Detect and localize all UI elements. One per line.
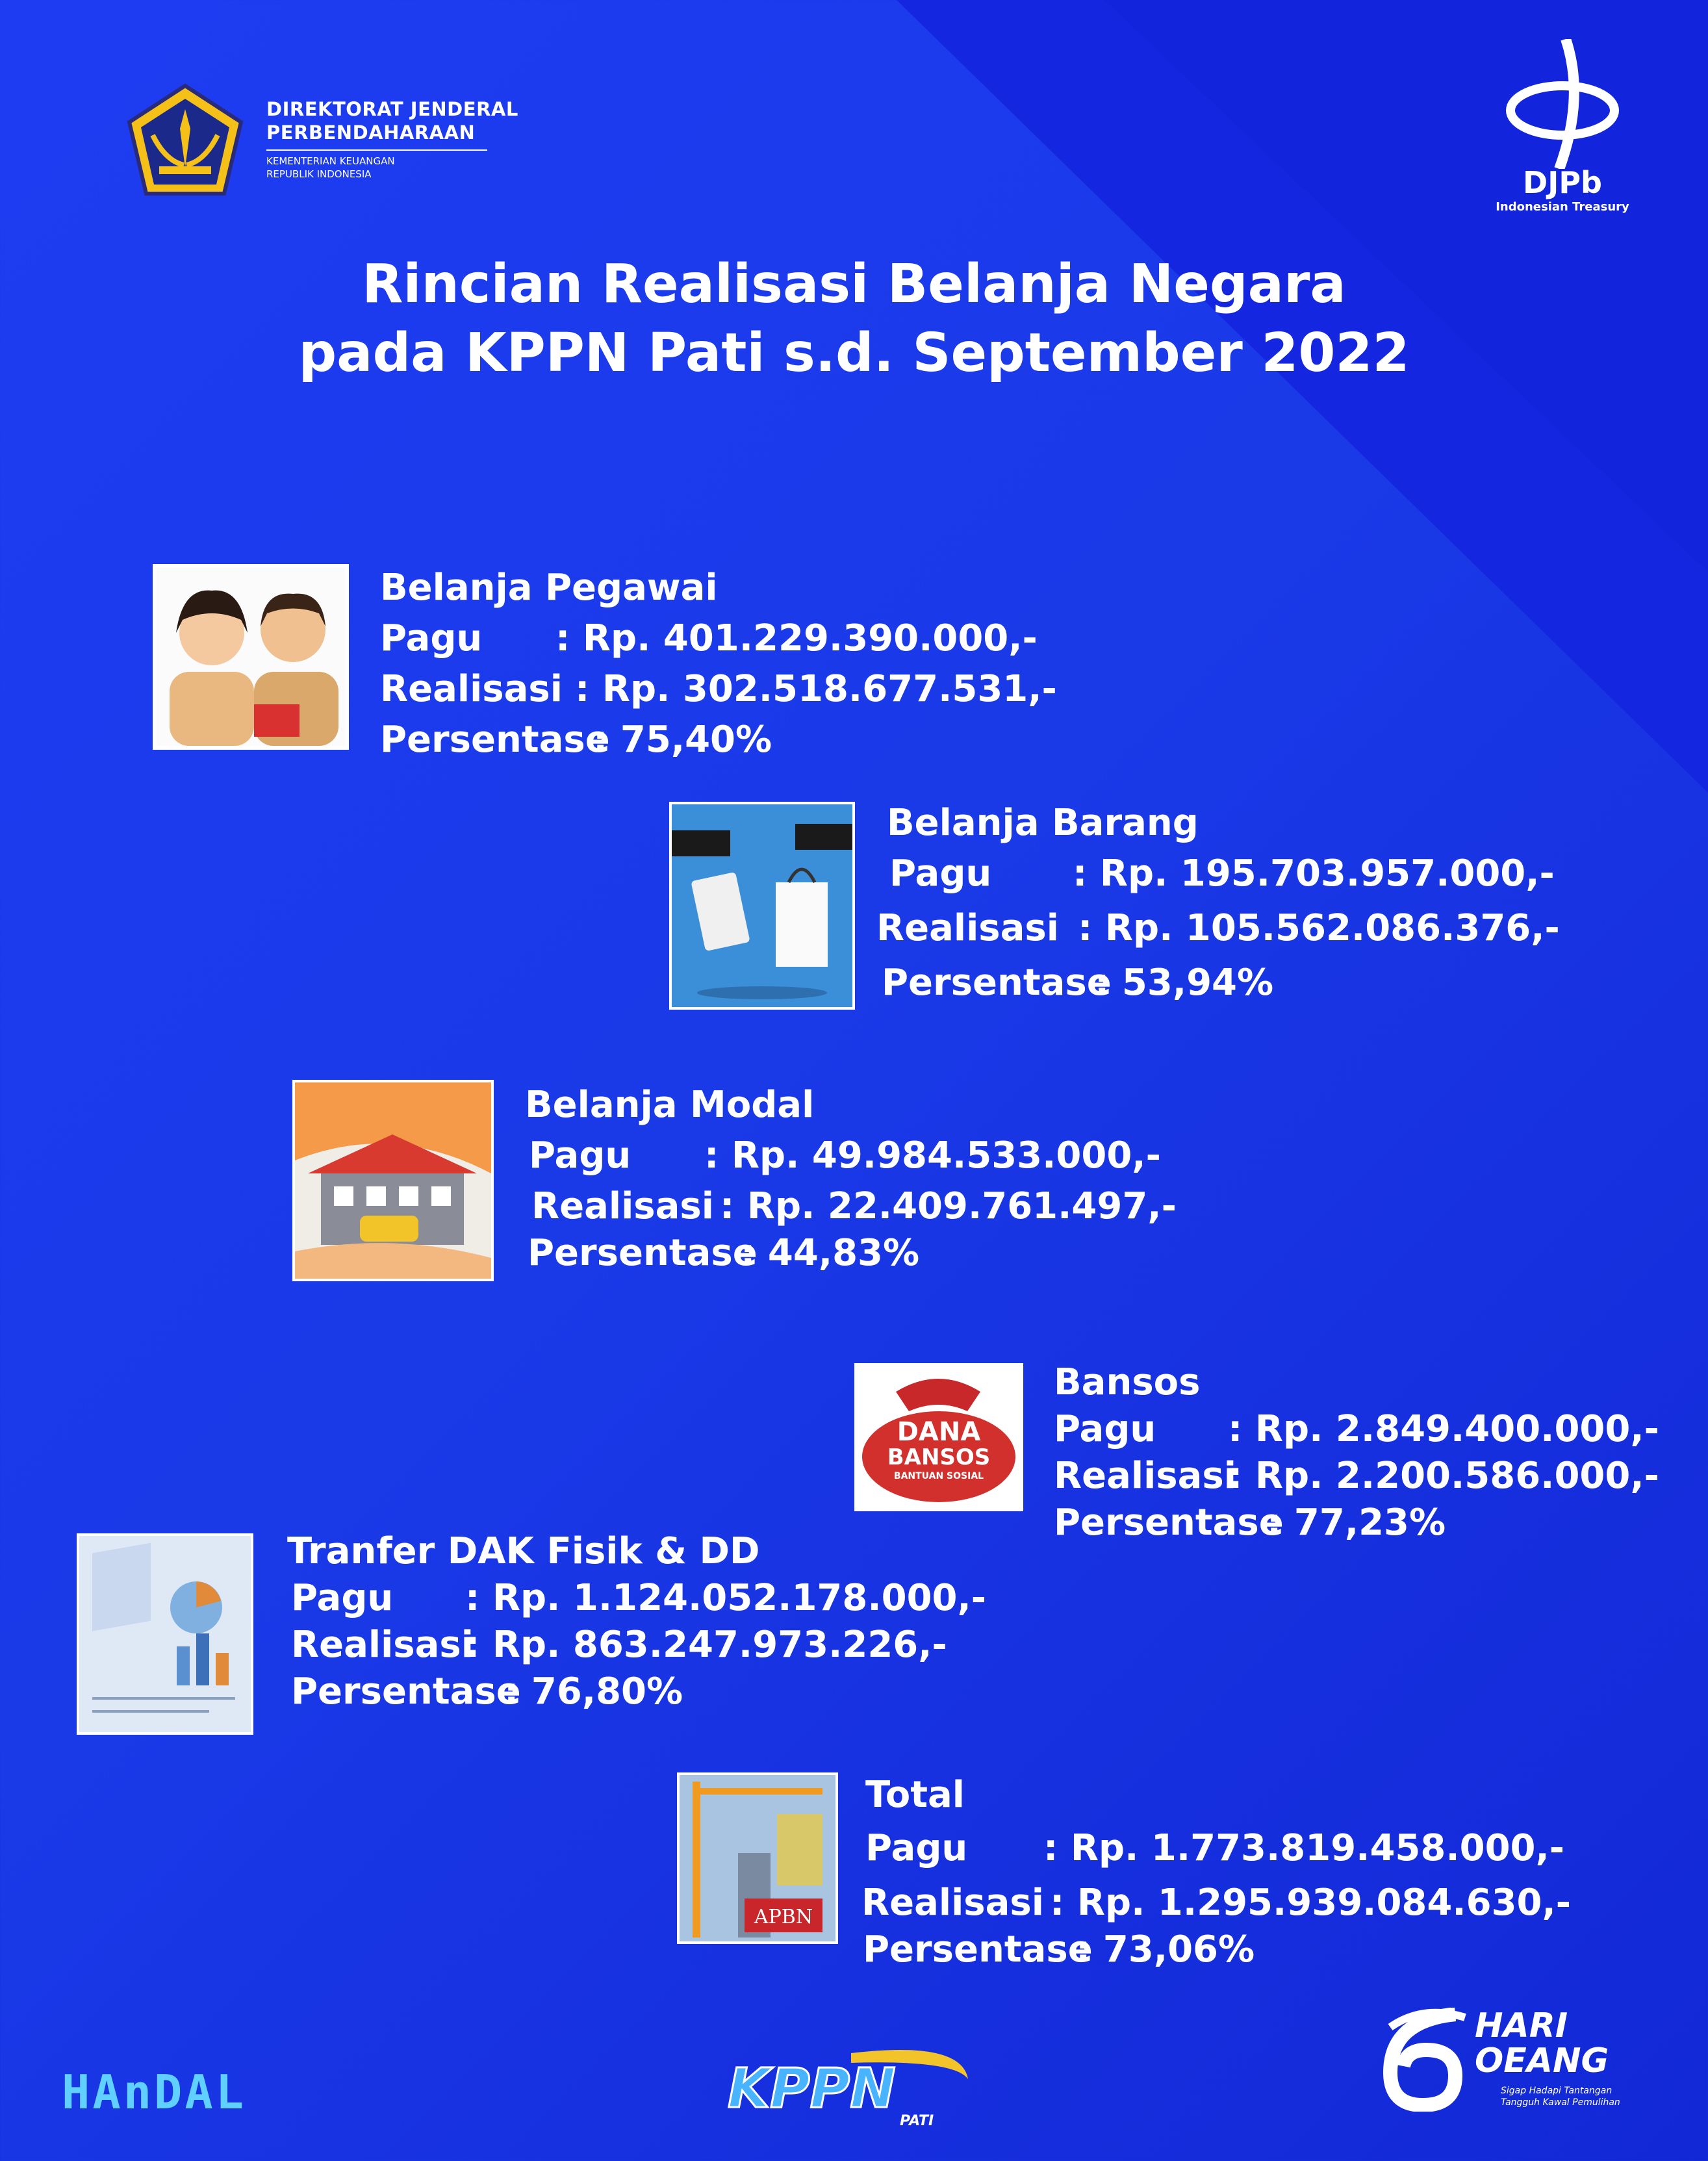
oeang-text: OEANG	[1475, 2041, 1609, 2080]
djpb-name: DJPb	[1523, 165, 1602, 200]
pagu-label: Pagu	[380, 617, 483, 659]
realisasi-label: Realisasi	[531, 1185, 714, 1227]
republic-line: REPUBLIK INDONESIA	[266, 168, 372, 180]
page-title	[0, 250, 1708, 388]
item-title: Total	[865, 1774, 965, 1816]
title-line2: pada KPPN Pati s.d. September 2022	[298, 322, 1410, 384]
bansos-text-sub: BANTUAN SOSIAL	[893, 1471, 984, 1481]
persentase-value: : 76,80%	[504, 1670, 683, 1713]
persentase-value: : 75,40%	[593, 719, 772, 761]
persentase-label: Persentase	[528, 1232, 758, 1274]
persentase-label: Persentase	[1054, 1502, 1284, 1544]
pagu-label: Pagu	[1054, 1408, 1156, 1450]
realisasi-value: : Rp. 1.295.939.084.630,-	[1050, 1882, 1572, 1924]
persentase-label: Persentase	[380, 719, 610, 761]
directorate-label-block	[266, 97, 518, 181]
hari-oeang-logo	[1377, 2001, 1650, 2118]
persentase-value: : 44,83%	[741, 1232, 920, 1274]
realisasi-value: : Rp. 302.518.677.531,-	[575, 668, 1057, 710]
modal-illustration	[292, 1080, 494, 1281]
item-modal	[525, 1080, 1177, 1279]
item-transfer	[287, 1528, 986, 1715]
persentase-value: : 53,94%	[1095, 962, 1274, 1004]
item-title: Bansos	[1054, 1361, 1201, 1403]
realisasi-label: Realisasi	[291, 1624, 474, 1666]
hari-oeang-mark-icon	[1377, 2008, 1468, 2112]
pagu-label: Pagu	[291, 1577, 394, 1619]
kppn-pati-logo	[721, 2034, 981, 2131]
transfer-illustration	[77, 1533, 253, 1735]
realisasi-value: : Rp. 22.409.761.497,-	[720, 1185, 1177, 1227]
realisasi-value: : Rp. 2.200.586.000,-	[1228, 1455, 1659, 1497]
kemenkeu-emblem-icon	[127, 83, 244, 200]
kppn-text: KPPN	[728, 2056, 896, 2120]
item-title: Belanja Modal	[525, 1084, 815, 1126]
item-total	[861, 1770, 1572, 1975]
bansos-text-bansos: BANSOS	[887, 1444, 991, 1470]
hari-text: HARI	[1475, 2006, 1568, 2045]
bansos-text-dana: DANA	[897, 1417, 981, 1447]
pagu-value: : Rp. 49.984.533.000,-	[704, 1134, 1161, 1177]
item-title: Belanja Barang	[887, 802, 1199, 844]
realisasi-value: : Rp. 105.562.086.376,-	[1078, 907, 1560, 949]
bansos-illustration	[854, 1363, 1023, 1511]
item-pegawai	[380, 563, 1057, 765]
ministry-line: KEMENTERIAN KEUANGAN	[266, 155, 395, 167]
pagu-value: : Rp. 1.124.052.178.000,-	[465, 1577, 987, 1619]
persentase-label: Persentase	[291, 1670, 521, 1713]
realisasi-label: Realisasi	[1054, 1455, 1236, 1497]
pagu-value: : Rp. 2.849.400.000,-	[1228, 1408, 1659, 1450]
pagu-value: : Rp. 195.703.957.000,-	[1073, 852, 1555, 895]
directorate-line2: PERBENDAHARAAN	[266, 121, 476, 144]
item-bansos	[1054, 1359, 1659, 1546]
realisasi-value: : Rp. 863.247.973.226,-	[465, 1624, 947, 1666]
item-title: Tranfer DAK Fisik & DD	[287, 1530, 760, 1572]
directorate-line1: DIREKTORAT JENDERAL	[266, 98, 518, 120]
pagu-value: : Rp. 1.773.819.458.000,-	[1043, 1827, 1565, 1869]
handal-logo	[62, 2063, 322, 2141]
barang-illustration	[669, 802, 855, 1010]
djpb-tagline: Indonesian Treasury	[1496, 200, 1629, 214]
realisasi-label: Realisasi	[380, 668, 563, 710]
apbn-text: APBN	[754, 1906, 813, 1928]
pagu-label: Pagu	[529, 1134, 631, 1177]
apbn-illustration	[677, 1772, 838, 1944]
pegawai-illustration	[153, 564, 349, 750]
hari-tagline-2: Tangguh Kawal Pemulihan	[1501, 2097, 1620, 2108]
realisasi-label: Realisasi	[876, 907, 1059, 949]
pagu-label: Pagu	[889, 852, 992, 895]
pagu-label: Pagu	[865, 1827, 968, 1869]
item-barang	[876, 798, 1560, 1008]
pagu-value: : Rp. 401.229.390.000,-	[555, 617, 1038, 659]
persentase-value: : 77,23%	[1267, 1502, 1446, 1544]
persentase-label: Persentase	[882, 962, 1112, 1004]
realisasi-label: Realisasi	[861, 1882, 1044, 1924]
divider	[266, 149, 487, 151]
persentase-label: Persentase	[863, 1928, 1093, 1971]
persentase-value: : 73,06%	[1076, 1928, 1255, 1971]
handal-text: HAnDAL	[62, 2065, 247, 2119]
djpb-mark-icon	[1488, 39, 1637, 169]
title-line1: Rincian Realisasi Belanja Negara	[362, 253, 1346, 315]
hari-tagline-1: Sigap Hadapi Tantangan	[1501, 2086, 1612, 2096]
kppn-sub-text: PATI	[900, 2113, 934, 2129]
djpb-logo	[1488, 39, 1637, 227]
item-title: Belanja Pegawai	[380, 567, 718, 609]
